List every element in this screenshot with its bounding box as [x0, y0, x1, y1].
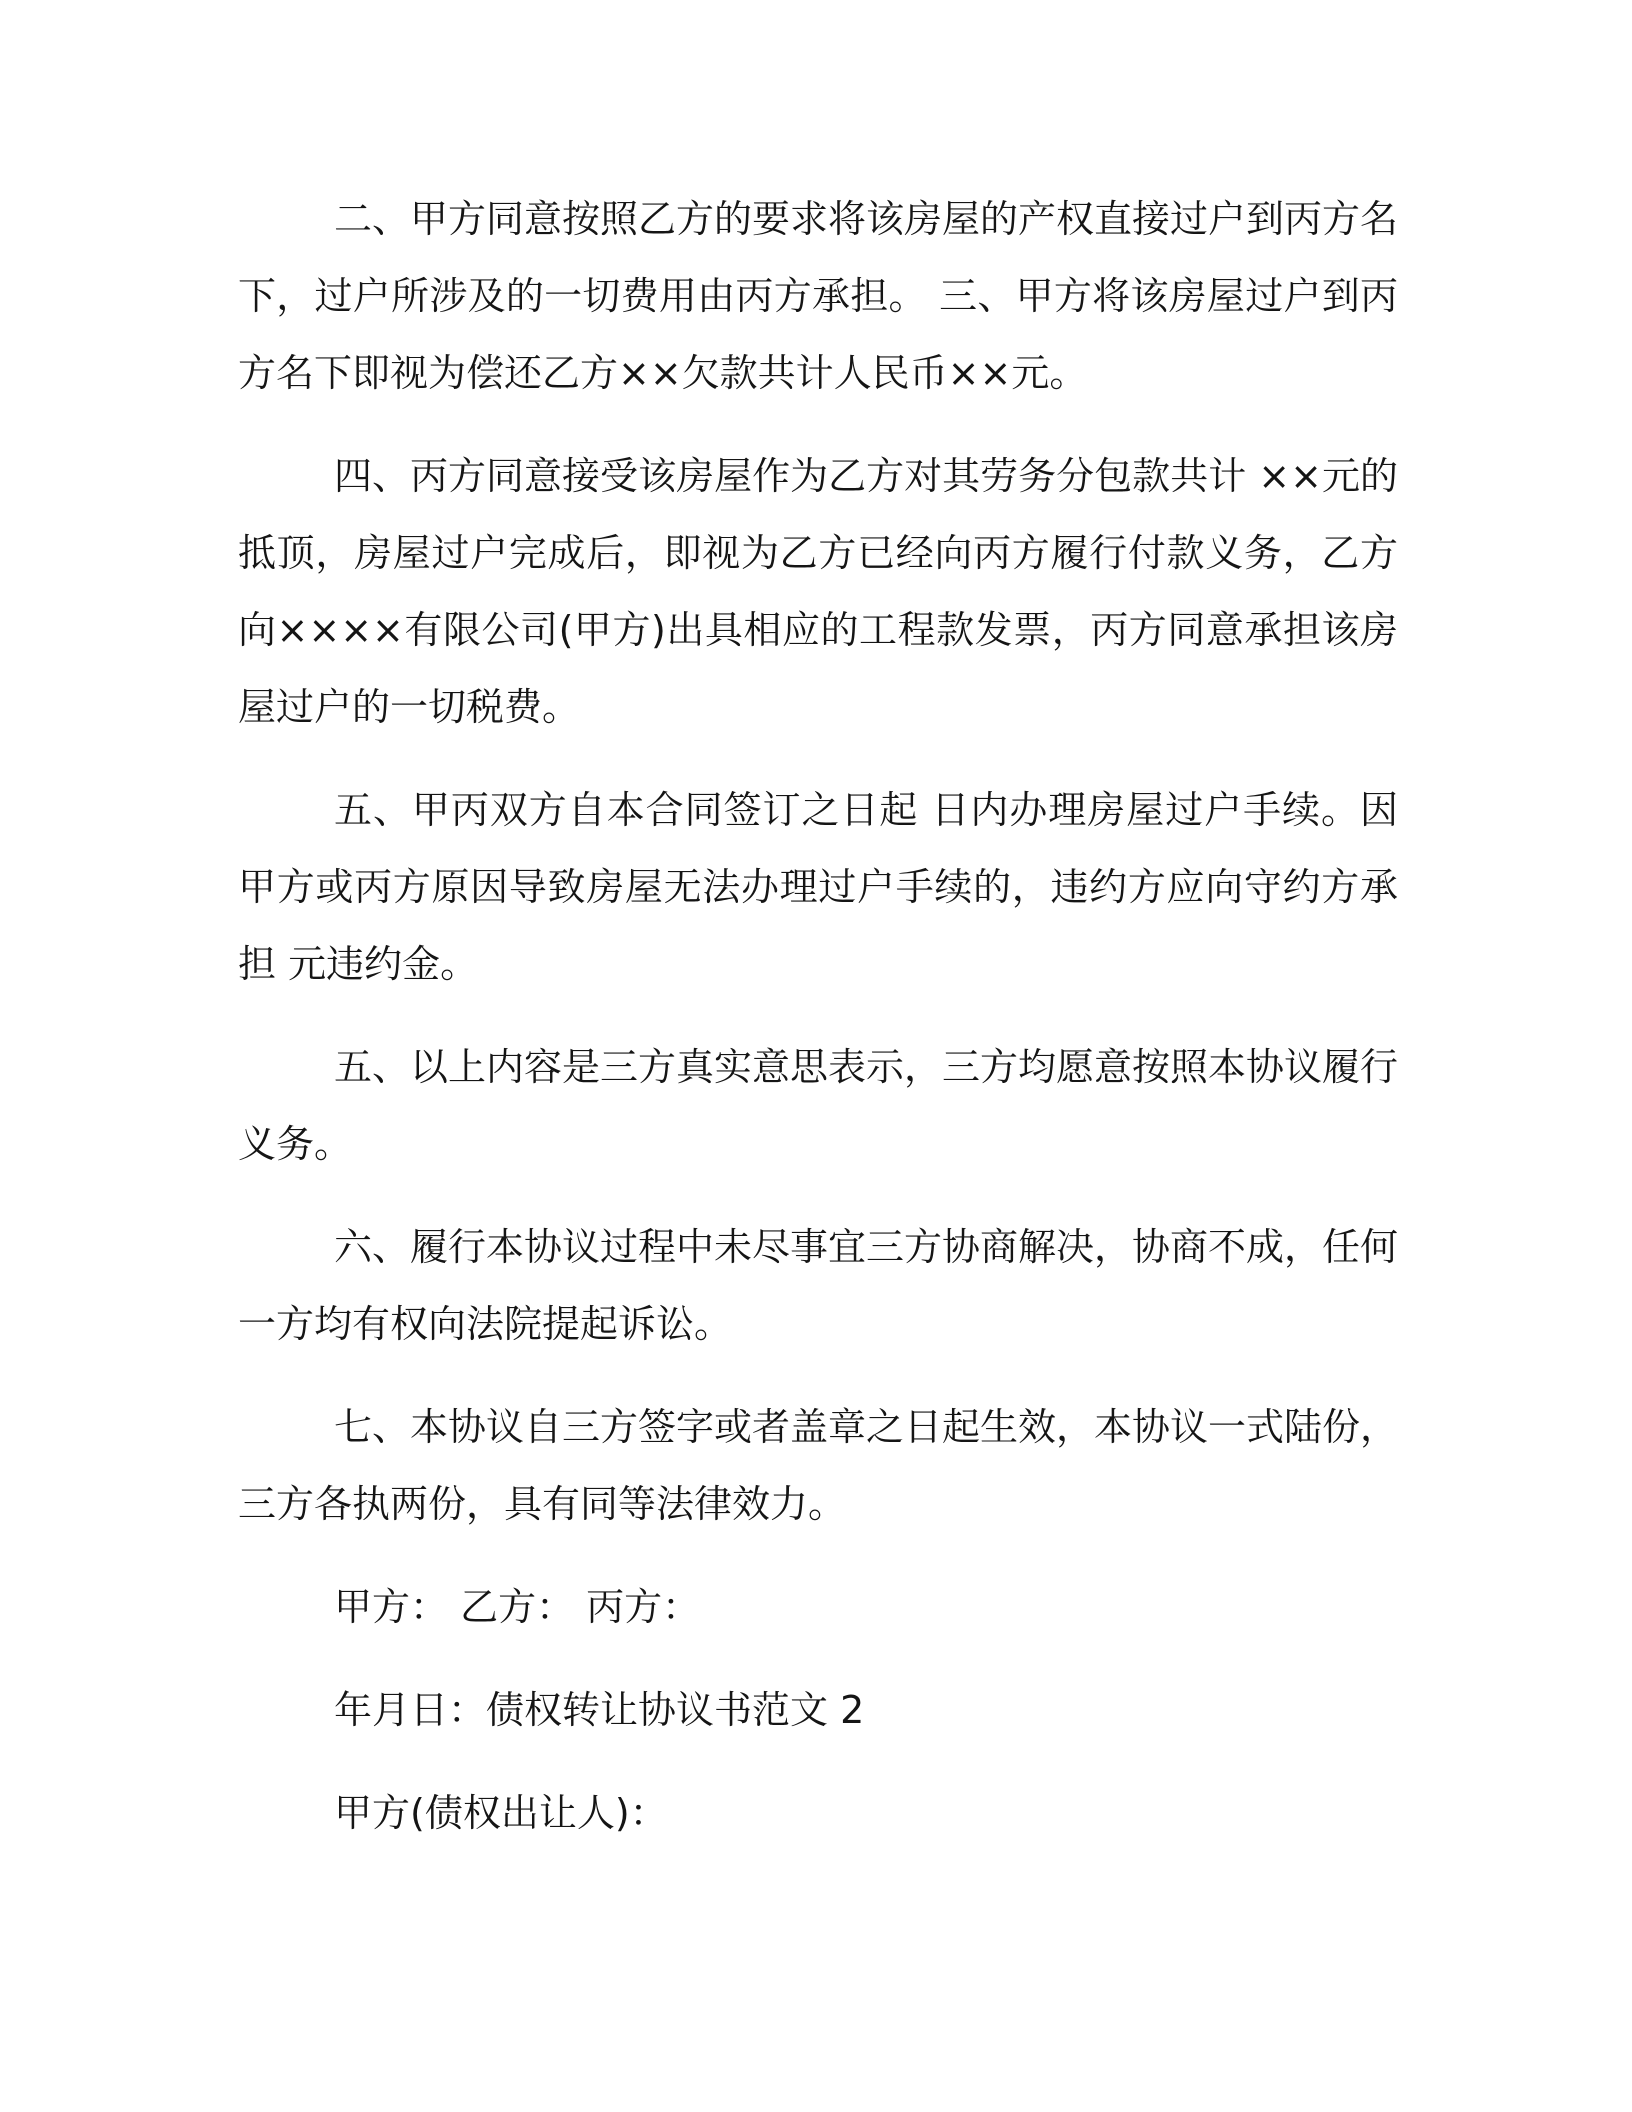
- clause-five-intent: 五、以上内容是三方真实意思表示，三方均愿意按照本协议履行义务。: [238, 1045, 1399, 1166]
- clause-five-transfer: 五、甲丙双方自本合同签订之日起 日内办理房屋过户手续。因甲方或丙方原因导致房屋无法办理过户手续的，违约方应向守约方承担 元违约金。: [238, 788, 1398, 986]
- date-and-template-title: 年月日：债权转让协议书范文 2: [334, 1688, 865, 1732]
- party-signature-line: 甲方： 乙方： 丙方：: [334, 1585, 701, 1629]
- party-a-assignor-line: 甲方(债权出让人)：: [334, 1791, 668, 1835]
- clause-four: 四、丙方同意接受该房屋作为乙方对其劳务分包款共计 ××元的抵顶，房屋过户完成后，即视为乙方已经向丙方履行付款义务，乙方向××××有限公司(甲方)出具相应的工程款发票，丙方同意承担该房屋过户的一切税费。: [238, 454, 1398, 729]
- clause-two-three: 二、甲方同意按照乙方的要求将该房屋的产权直接过户到丙方名下，过户所涉及的一切费用由丙方承担。 三、甲方将该房屋过户到丙方名下即视为偿还乙方××欠款共计人民币××元。: [238, 197, 1399, 395]
- clause-seven: 七、本协议自三方签字或者盖章之日起生效，本协议一式陆份，三方各执两份，具有同等法律效力。: [238, 1405, 1399, 1526]
- clause-six: 六、履行本协议过程中未尽事宜三方协商解决，协商不成，任何一方均有权向法院提起诉讼。: [238, 1225, 1399, 1346]
- document-body: [238, 181, 1398, 1852]
